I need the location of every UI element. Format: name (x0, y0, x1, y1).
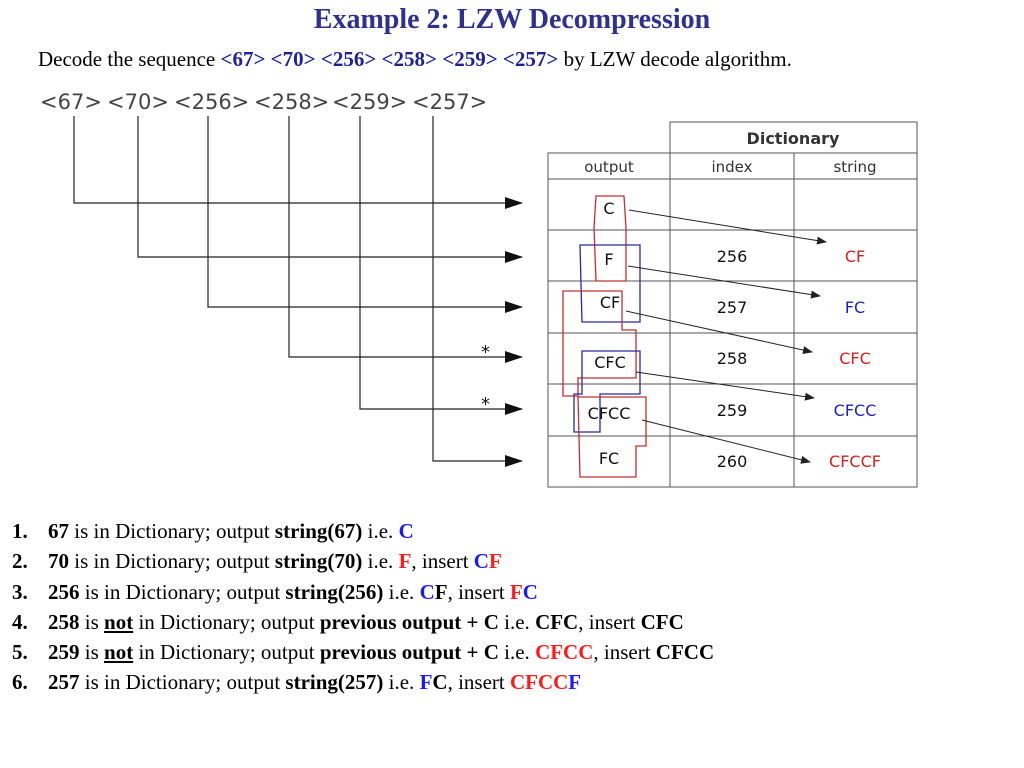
step-text: CFCC (535, 640, 594, 665)
string-cell: CF (844, 247, 866, 266)
step-text: CFCC (655, 640, 715, 665)
step-item (12, 577, 714, 607)
output-cell: C (603, 199, 615, 218)
step-text: in Dictionary; output (133, 609, 320, 634)
step-item (12, 667, 714, 697)
insert-arrow (626, 311, 812, 352)
code-sequence (40, 90, 487, 114)
step-text: in Dictionary; output (133, 640, 320, 665)
subtitle-sequence: <67> <70> <256> <258> <259> <257> (220, 47, 559, 71)
insert-arrow (629, 210, 826, 242)
decode-steps (12, 516, 714, 698)
step-text: 257 (48, 670, 80, 695)
step-text: string(256) (285, 579, 384, 604)
string-cell: CFC (839, 349, 871, 368)
feed-line (74, 116, 522, 203)
header-output: output (584, 158, 634, 176)
step-text: not (104, 609, 134, 634)
step-text: previous output + C (319, 609, 499, 634)
step-text: i.e. (383, 579, 420, 604)
step-text: C (432, 670, 448, 695)
step-text: i.e. (498, 640, 536, 665)
step-text: 67 (48, 519, 69, 543)
step-number: 3. (12, 579, 28, 604)
feed-line (208, 116, 522, 307)
code-label: <70> (107, 90, 169, 114)
step-text: , insert (593, 640, 656, 665)
step-text: is in Dictionary; output (79, 579, 286, 604)
step-text: , insert (411, 549, 474, 574)
step-text: string(257) (285, 670, 384, 695)
output-cell: CFC (594, 353, 626, 372)
code-label: <258> (254, 90, 330, 114)
step-text: , insert (578, 609, 641, 634)
code-label: <259> (332, 90, 408, 114)
subtitle-prefix: Decode the sequence (38, 47, 221, 71)
step-text: C (473, 549, 489, 574)
step-text: 70 (48, 549, 69, 574)
subtitle-suffix: by LZW decode algorithm. (558, 47, 792, 71)
step-item (12, 607, 714, 637)
step-text: F (434, 579, 448, 604)
output-cell: FC (598, 449, 620, 468)
step-text: F (509, 579, 523, 604)
dictionary-title: Dictionary (746, 129, 840, 148)
step-text: C (522, 579, 538, 604)
index-cell: 257 (716, 298, 748, 317)
star-marker: * (481, 394, 490, 415)
step-text: string(70) (274, 549, 363, 574)
string-cell: FC (844, 298, 866, 317)
step-text: not (104, 640, 134, 665)
index-cell: 256 (716, 247, 748, 266)
output-cell: CFCC (587, 404, 631, 423)
step-number: 4. (12, 609, 28, 634)
feed-lines (74, 116, 522, 461)
output-cell: CF (599, 293, 621, 312)
index-cell: 259 (716, 401, 748, 420)
step-item (12, 637, 714, 667)
step-number: 6. (12, 670, 28, 695)
header-index: index (711, 158, 753, 176)
step-text: is (79, 640, 105, 665)
index-cell: 258 (716, 349, 748, 368)
step-text: 256 (48, 579, 80, 604)
feed-line (138, 116, 522, 257)
step-text: 258 (48, 609, 80, 634)
index-cell: 260 (716, 452, 748, 471)
step-text: , insert (447, 579, 510, 604)
step-text: F (488, 549, 502, 574)
step-text: C (398, 519, 414, 543)
step-text: i.e. (498, 609, 536, 634)
feed-line (360, 116, 522, 409)
code-label: <256> (174, 90, 250, 114)
step-item (12, 516, 714, 546)
step-text: i.e. (362, 519, 399, 543)
star-marker: * (481, 342, 490, 363)
step-text: is in Dictionary; output (69, 549, 275, 574)
step-item (12, 546, 714, 576)
step-text: 259 (48, 640, 80, 665)
step-text: CFCC (509, 670, 569, 695)
step-text: previous output + C (319, 640, 499, 665)
step-text: i.e. (362, 549, 399, 574)
step-text: F (398, 549, 412, 574)
page-title: Example 2: LZW Decompression (313, 4, 711, 35)
string-cell: CFCCF (829, 452, 881, 471)
step-text: CFC (640, 609, 684, 634)
output-cell: F (604, 250, 614, 269)
feed-line (289, 116, 522, 357)
step-text: string(67) (274, 519, 363, 543)
step-text: is in Dictionary; output (79, 670, 286, 695)
grouping-outlines (563, 196, 646, 477)
step-number: 2. (12, 549, 28, 574)
code-label: <257> (412, 90, 488, 114)
step-text: , insert (447, 670, 510, 695)
step-text: CFC (535, 609, 579, 634)
step-text: C (419, 579, 435, 604)
step-text: F (568, 670, 582, 695)
step-text: is in Dictionary; output (69, 519, 275, 543)
step-text: F (419, 670, 433, 695)
header-string: string (833, 158, 877, 176)
step-text: i.e. (383, 670, 420, 695)
code-label: <67> (40, 90, 102, 114)
step-text: is (79, 609, 105, 634)
insert-arrow (636, 372, 814, 398)
string-cell: CFCC (833, 401, 877, 420)
step-number: 5. (12, 640, 28, 665)
step-number: 1. (12, 519, 28, 543)
